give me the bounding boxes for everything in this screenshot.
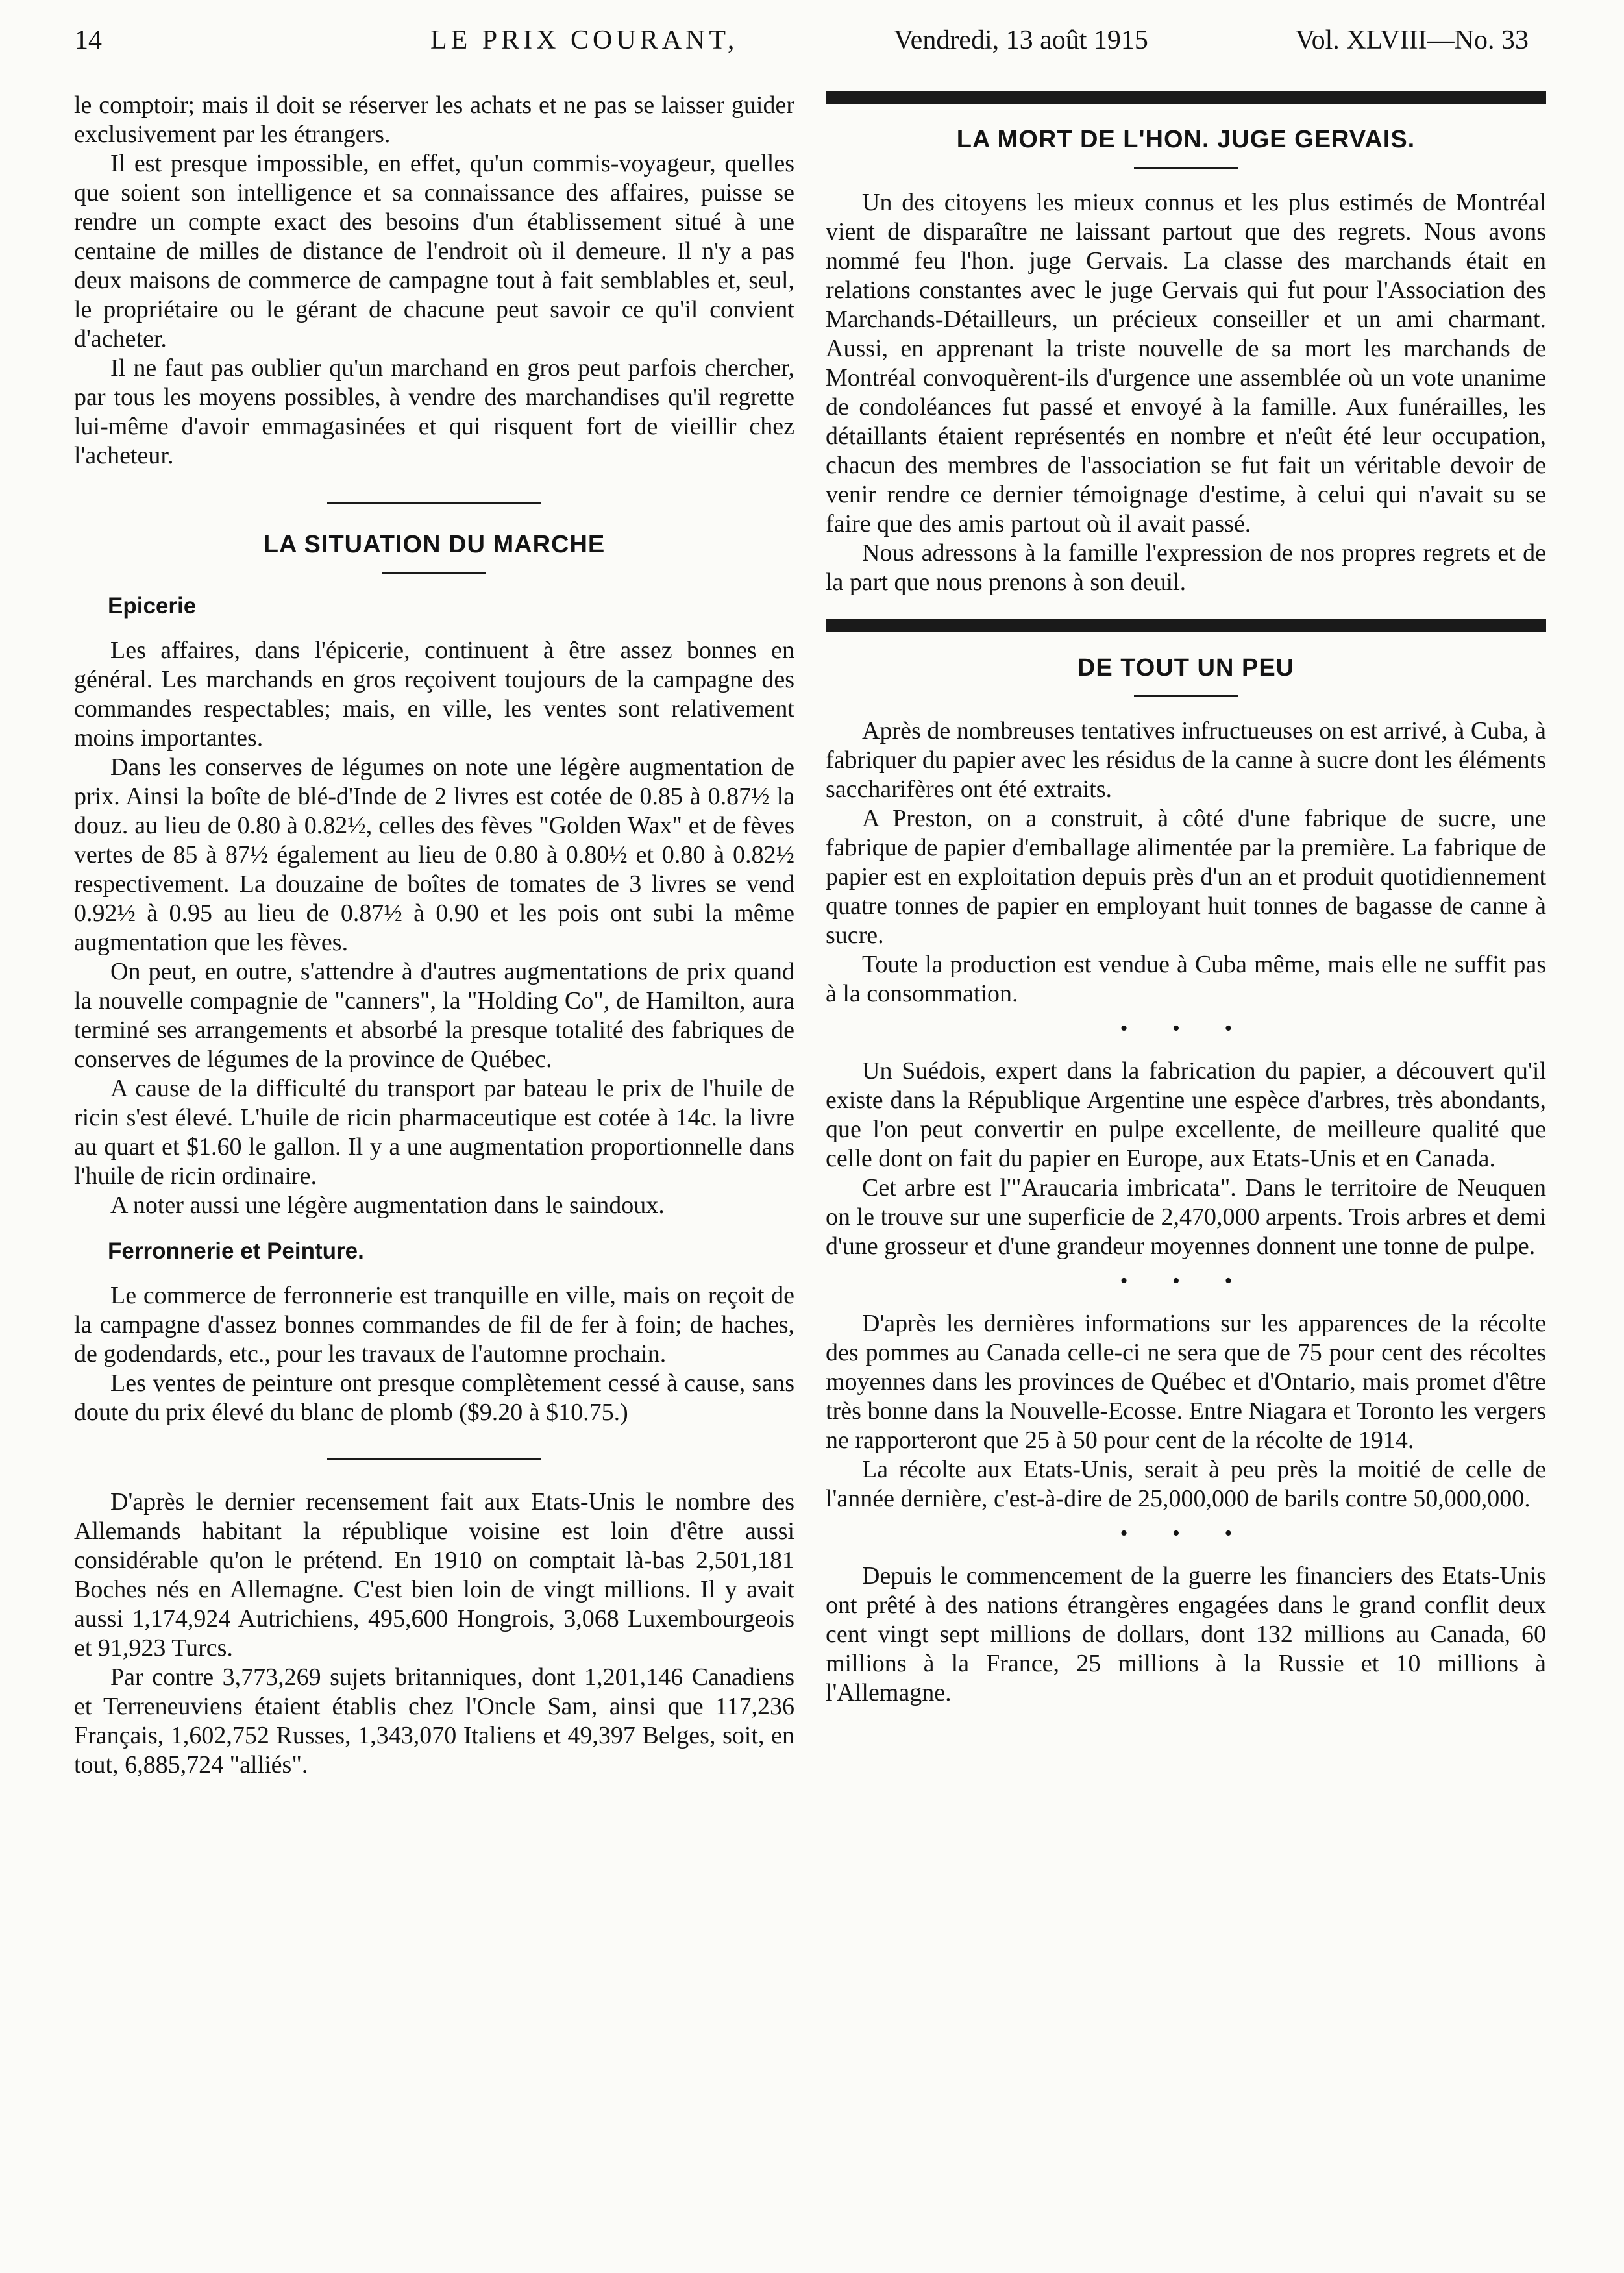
separator-stars: • • • [1120,1016,1252,1040]
paragraph: A Preston, on a construit, à côté d'une fabrique de sucre, une fabrique de papier d'emballage alimentée par la première. La fabrique de papier est en exploitation depuis près d'un an et produit quotidiennement quatre tonnes de papier en employant huit tonnes de bagasse de canne à sucre. [826,805,1546,949]
epicerie-heading: Epicerie [108,593,197,619]
paragraph: Par contre 3,773,269 sujets britanniques, dont 1,201,146 Canadiens et Terreneuviens étaient établis chez l'Oncle Sam, ainsi que 117,236 Français, 1,602,752 Russes, 1,343,070 Italiens et 49,397 Belges, soit, en tout, 6,885,724 "alliés". [74,1664,794,1778]
paragraph: On peut, en outre, s'attendre à d'autres augmentations de prix quand la nouvelle compagnie de "canners", la "Holding Co", de Hamilton, aura terminé ses arrangements et absorbé la presque totalité des fabriques de conserves de légumes de la province de Québec. [74,958,794,1073]
paragraph: Un Suédois, expert dans la fabrication du papier, a découvert qu'il existe dans la République Argentine une espèce d'arbres, très abondants, que l'on peut convertir en pulpe excellente, de meilleure qualité que celle dont on fait du papier en Europe, aux Etats-Unis et en Canada. [826,1057,1546,1172]
section-divider [327,502,541,504]
volume-number: Vol. XLVIII—No. 33 [1295,25,1529,55]
death-notice-title: LA MORT DE L'HON. JUGE GERVAIS. [956,126,1416,153]
paragraph: Il est presque impossible, en effet, qu'un commis-voyageur, quelles que soient son intelligence et sa connaissance des affaires, puisse se rendre un compte exact des besoins d'un établissement situé à une centaine de milles de distance de l'endroit où il demeure. Il n'y a pas deux maisons de commerce de campagne tout à fait semblables et, seul, le propriétaire ou le gérant de chacune peut savoir ce qu'il convient d'acheter. [74,150,794,352]
paragraph: Toute la production est vendue à Cuba même, mais elle ne suffit pas à la consommation. [826,951,1546,1007]
newspaper-title: LE PRIX COURANT, [430,25,739,55]
paragraph: Nous adressons à la famille l'expression de nos propres regrets et de la part que nous prenons à son deuil. [826,539,1546,596]
paragraph: Un des citoyens les mieux connus et les plus estimés de Montréal vient de disparaître ne laissant partout que des regrets. Nous avons nommé feu l'hon. juge Gervais. La classe des marchands était en relations constantes avec le juge Gervais qui fut pour l'Association des Marchands-Détailleurs, un précieux conseiller et un ami charmant. Aussi, en apprenant la triste nouvelle de sa mort les marchands de Montréal convoquèrent-ils d'urgence une assemblée où un vote unanime de condoléances fut passé et envoyé à la famille. Aux funérailles, les détaillants étaient représentés en nombre et n'eût été leur occupation, chacun des membres de l'association se fut fait un véritable devoir de venir rendre ce dernier témoignage d'estime, à celui qui n'avait su se faire que des amis partout où il avait passé. [826,189,1546,537]
paragraph: Le commerce de ferronnerie est tranquille en ville, mais on reçoit de la campagne d'assez bonnes commandes de fil de fer à foin; de haches, de godendards, etc., pour les travaux de l'automne prochain. [74,1282,794,1368]
paragraph: Dans les conserves de légumes on note une légère augmentation de prix. Ainsi la boîte de blé-d'Inde de 2 livres est cotée de 0.85 à 0.87½ la douz. au lieu de 0.80 à 0.82½, celles des fèves "Golden Wax" et de fèves vertes de 85 à 87½ également au lieu de 0.80 à 0.80½ et 0.80 à 0.82½ respectivement. La douzaine de boîtes de tomates de 3 livres se vend 0.92½ à 0.95 au lieu de 0.87½ à 0.90 et les pois ont subi la même augmentation que les fèves. [74,754,794,956]
paragraph: Cet arbre est l'"Araucaria imbricata". Dans le territoire de Neuquen on le trouve sur une superficie de 2,470,000 arpents. Trois arbres et demi d'une grosseur et d'une grandeur moyennes donnent une tonne de pulpe. [826,1174,1546,1260]
thick-rule [826,619,1546,632]
paragraph: D'après les dernières informations sur les apparences de la récolte des pommes au Canada celle-ci ne sera que de 75 pour cent des récoltes moyennes dans les provinces de Québec et d'Ontario, mais promet d'être très bonne dans la Nouvelle-Ecosse. Entre Niagara et Toronto les vergers ne rapporteront que 25 à 50 pour cent de la récolte de 1914. [826,1310,1546,1454]
paragraph: Depuis le commencement de la guerre les financiers des Etats-Unis ont prêté à des nations étrangères engagées dans le grand conflit deux cent vingt sept millions de dollars, dont 132 millions au Canada, 60 millions à la France, 25 millions à la Russie et 10 millions à l'Allemagne. [826,1562,1546,1706]
paragraph: Après de nombreuses tentatives infructueuses on est arrivé, à Cuba, à fabriquer du papier avec les résidus de la canne à sucre dont les éléments saccharifères ont été extraits. [826,717,1546,803]
thick-rule [826,91,1546,104]
paragraph: A noter aussi une légère augmentation dans le saindoux. [110,1192,665,1219]
title-underline [382,572,486,574]
page-number: 14 [75,25,102,55]
title-underline [1134,167,1238,169]
paragraph: A cause de la difficulté du transport par bateau le prix de l'huile de ricin s'est élevé. L'huile de ricin pharmaceutique est cotée à 14c. la livre au quart et $1.60 le gallon. Il y a une augmentation proportionnelle dans l'huile de ricin ordinaire. [74,1075,794,1190]
paragraph: La récolte aux Etats-Unis, serait à peu près la moitié de celle de l'année dernière, c'est-à-dire de 25,000,000 de barils contre 50,000,000. [826,1456,1546,1512]
paragraph: Il ne faut pas oublier qu'un marchand en gros peut parfois chercher, par tous les moyens possibles, à vendre des marchandises qu'il regrette lui-même d'avoir emmagasinées et qui risquent fort de vieillir chez l'acheteur. [74,354,794,469]
page-header [75,25,1529,70]
ferronnerie-heading: Ferronnerie et Peinture. [108,1238,364,1264]
separator-stars: • • • [1120,1521,1252,1545]
section-divider [327,1458,541,1460]
title-underline [1134,695,1238,697]
paragraph: Les ventes de peinture ont presque complètement cessé à cause, sans doute du prix élevé du blanc de plomb ($9.20 à $10.75.) [74,1370,794,1426]
right-column [826,91,1546,1708]
separator-stars: • • • [1120,1269,1252,1293]
misc-section-title: DE TOUT UN PEU [1077,654,1295,682]
paragraph: Les affaires, dans l'épicerie, continuent à être assez bonnes en général. Les marchands en gros reçoivent toujours de la campagne des commandes respectables; mais, en ville, les ventes sont relativement moins importantes. [74,637,794,752]
paragraph: le comptoir; mais il doit se réserver les achats et ne pas se laisser guider exclusivement par les étrangers. [74,92,794,148]
paragraph: D'après le dernier recensement fait aux Etats-Unis le nombre des Allemands habitant la république voisine est loin d'être aussi considérable qu'on le prétend. En 1910 on comptait là-bas 2,501,181 Boches nés en Allemagne. C'est bien loin de vingt millions. Il y avait aussi 1,174,924 Autrichiens, 495,600 Hongrois, 3,068 Luxembourgeois et 91,923 Turcs. [74,1488,794,1662]
left-column [74,91,794,1780]
issue-date: Vendredi, 13 août 1915 [894,25,1148,55]
market-section-title: LA SITUATION DU MARCHE [263,531,606,558]
